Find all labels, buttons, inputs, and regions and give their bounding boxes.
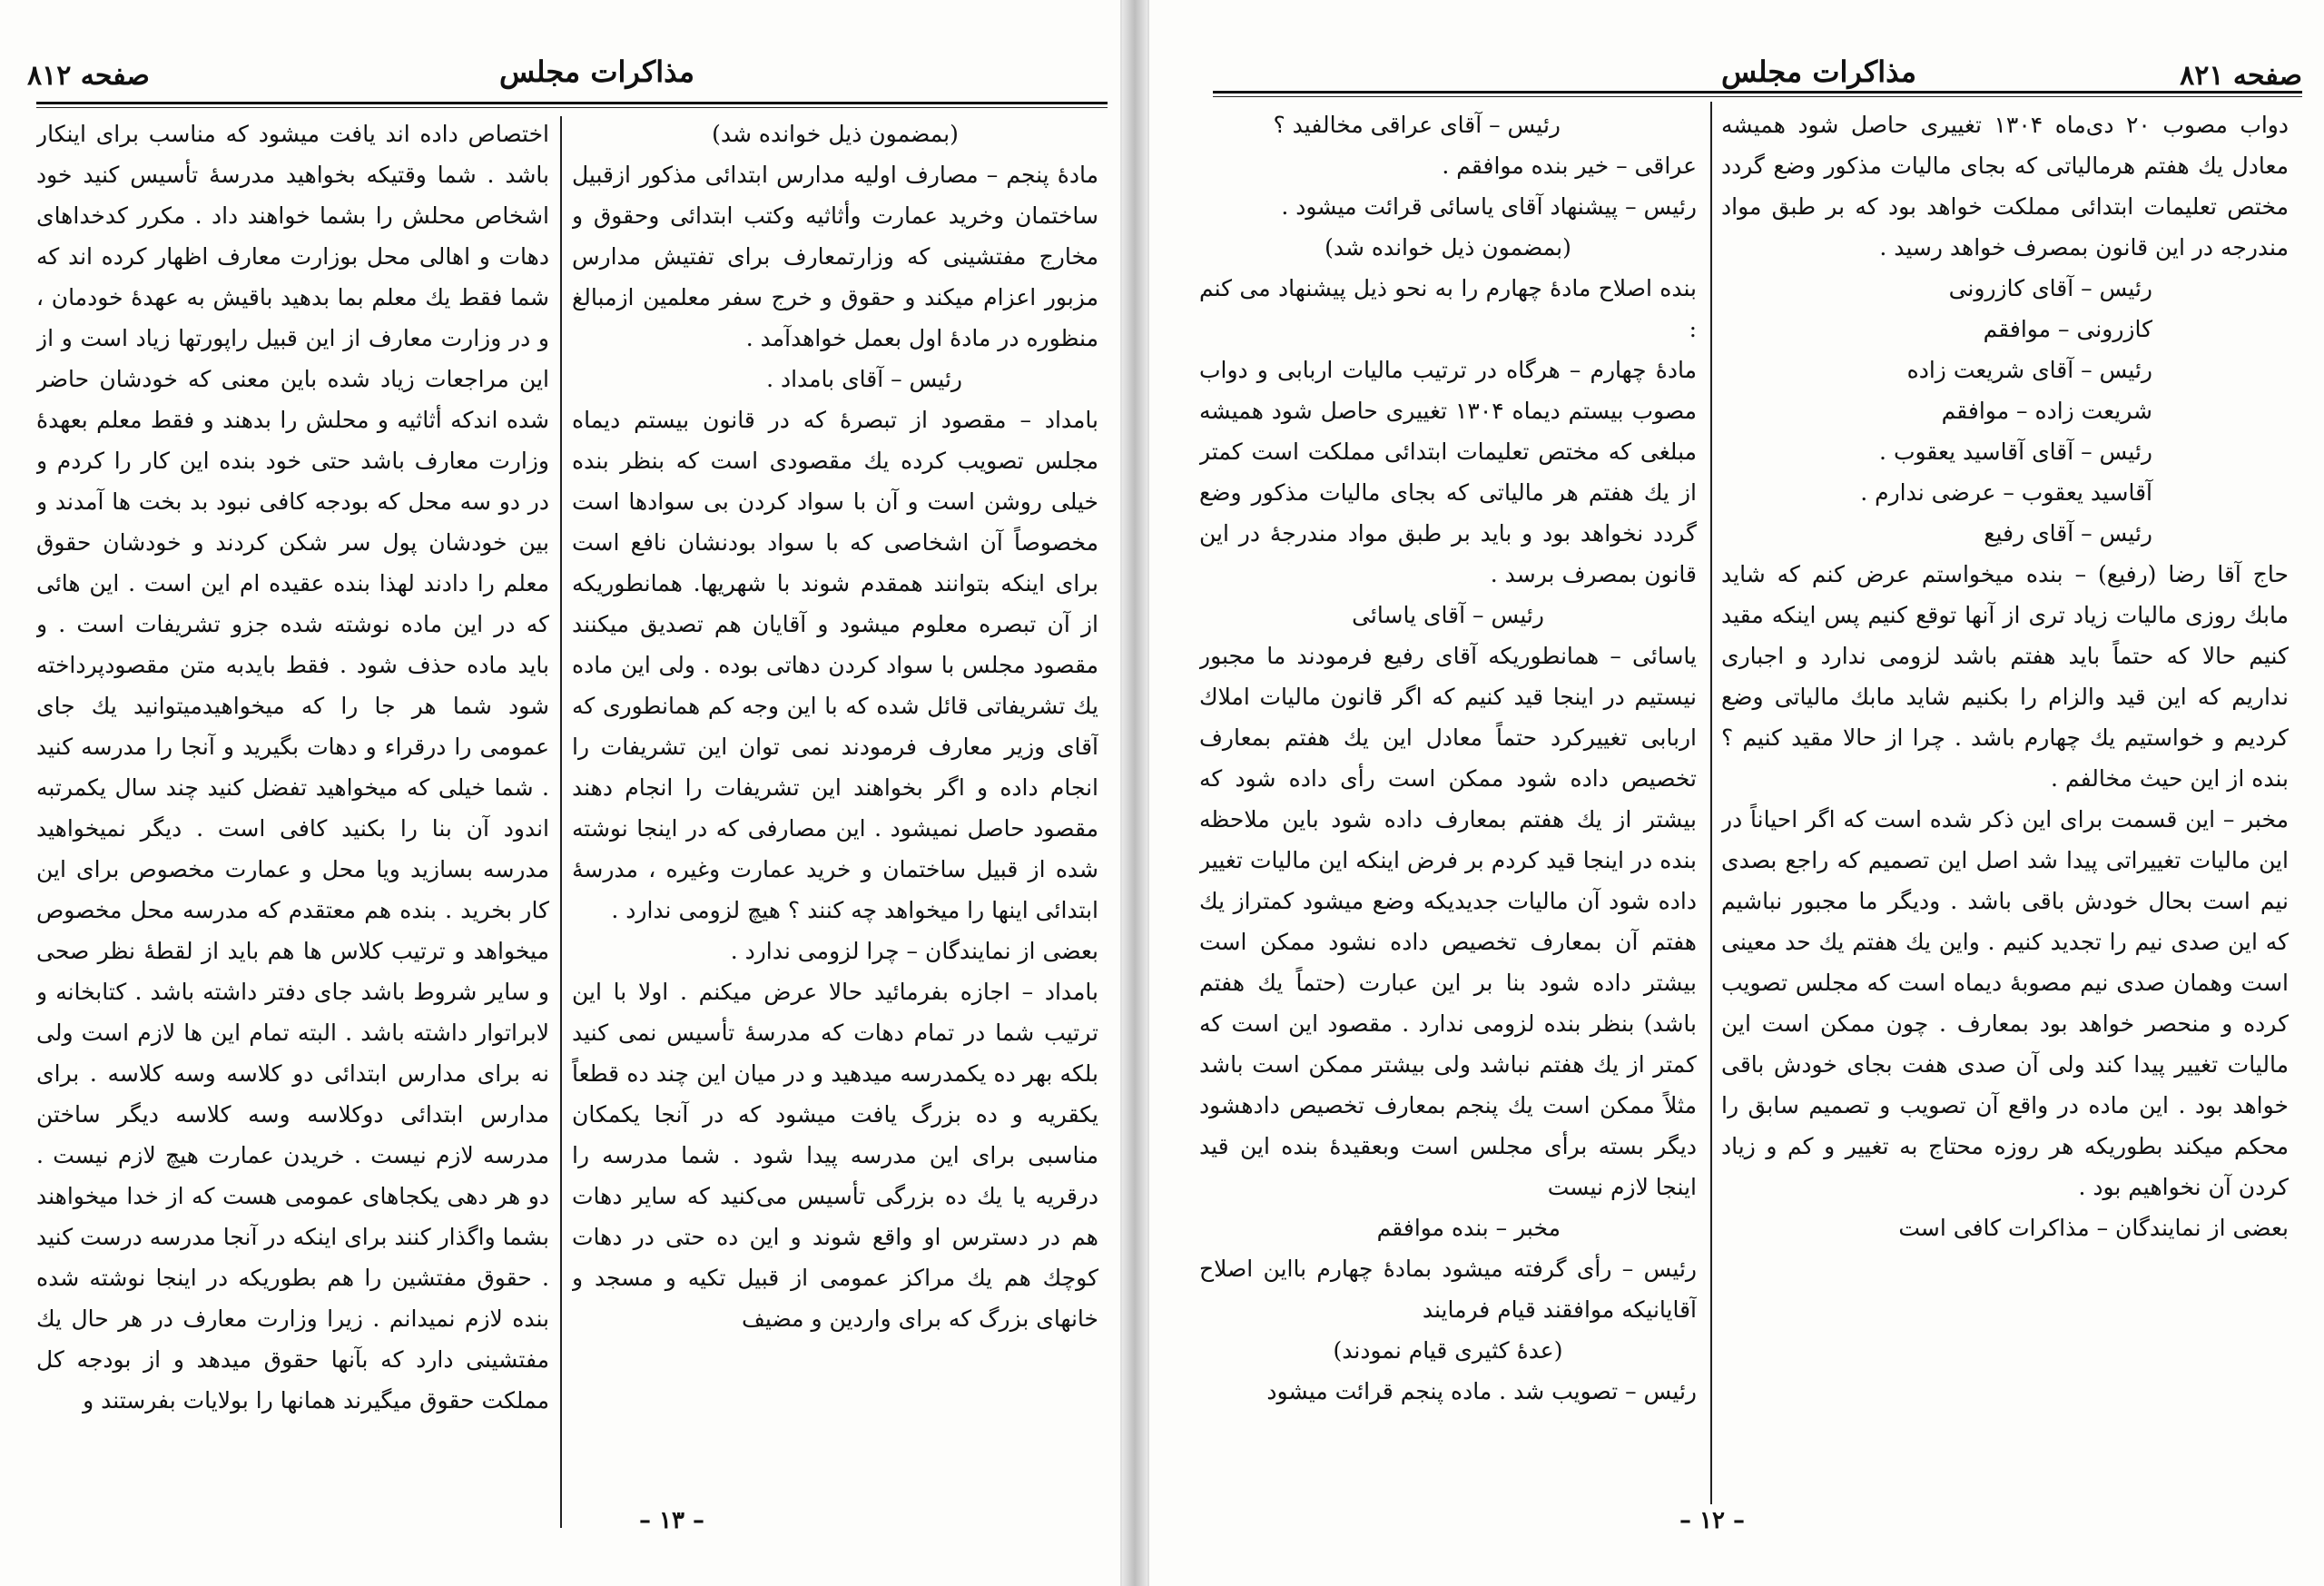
left-page-header	[27, 54, 1108, 98]
right-page-title: مذاکرات مجلس	[1721, 54, 1917, 89]
left-column-divider	[560, 116, 562, 1528]
speaker-line: رئیس – آقای بامداد .	[766, 366, 962, 392]
speaker-line: رئیس – آقای آقاسید یعقوب .	[1879, 438, 2152, 465]
speaker-line: شریعت زاده – موافقم	[1941, 398, 2152, 424]
paragraph: (بمضمون ذیل خوانده شد)	[712, 121, 959, 147]
paragraph: مادهٔ پنجم – مصارف اولیه مدارس ابتدائی مذکور ازقبیل ساختمان وخرید عمارت وأثاثیه وکتب ابتدائی وحقوق و مخارج مفتشینی که وزارتمعارف برای تفتیش مدارس مزبور اعزام میکند و حقوق و خرج سفر معلمین ازمبالغ منظوره در مادهٔ اول بعمل خواهدآمد .	[572, 162, 1098, 351]
right-page-number: صفحه ۸۲۱	[2180, 60, 2302, 92]
speaker-line: رئیس – آقای کازرونی	[1948, 275, 2152, 301]
paragraph: دواب مصوب ۲۰ دی‌ماه ۱۳۰۴ تغییری حاصل شود همیشه معادل یك هفتم هرمالیاتی که بجای مالیات مذکور وضع گردد مختص تعلیمات ابتدائی مملکت خواهد بود که بر طبق مواد مندرجه در این قانون بمصرف خواهد رسید .	[1721, 112, 2289, 261]
speaker-line: رئیس – آقای عراقی مخالفید ؟	[1273, 112, 1561, 138]
left-page	[0, 0, 1122, 1586]
paragraph: اختصاص داده اند یافت میشود که مناسب برای اینکار باشد . شما وقتیکه بخواهید مدرسهٔ تأسیس کنید خود اشخاص محلش را بشما خواهند داد . مکرر کدخداهای دهات و اهالی محل بوزارت معارف اظهار کرده اند که شما فقط یك معلم بما بدهید باقیش به عهدهٔ خودمان ، و در وزارت معارف از این قبیل راپورتها زیاد است و از این مراجعات زیاد شده باین معنی که خودشان حاضر شده اندکه أثاثیه و محلش را بدهند و فقط معلم بعهدهٔ وزارت معارف باشد حتی خود بنده این کار را کردم و در دو سه محل که بودجه کافی نبود بد بخت ها آمدند و بین خودشان پول سر شکن کردند و خودشان حقوق معلم را دادند لهذا بنده عقیده ام این است . این هائی که در این ماده نوشته شده جزو تشریفات است . و باید ماده حذف شود . فقط بایدبه متن مقصودپرداخته شود شما هر جا را که میخواهیدمیتوانید یك جای عمومی را درقراء و دهات بگیرید و آنجا را مدرسه کنید . شما خیلی که میخواهید تفضل کنید چند سال یکمرتبه اندود آن بنا را بکنید کافی است . دیگر نمیخواهید مدرسه بسازید ویا محل و عمارت مخصوص برای این کار بخرید . بنده هم معتقدم که مدرسه محل مخصوص میخواهد و ترتیب کلاس ها هم باید از لقطهٔ نظر صحی و سایر شروط باشد جای دفتر داشته باشد . کتابخانه و لابراتوار داشته باشد . البته تمام این ها لازم است ولی نه برای مدارس ابتدائی دو کلاسه وسه کلاسه . برای مدارس ابتدائی دوکلاسه وسه کلاسه دیگر ساختن مدرسه لازم نیست . خریدن عمارت هیچ لازم نیست . دو هر دهی یکجاهای عمومی هست که از خدا میخواهند بشما واگذار کنند برای اینکه در آنجا مدرسه درست کنید . حقوق مفتشین را هم بطوریکه در اینجا نوشته شده بنده لازم نمیدانم . زیرا وزارت معارف در هر حال یك مفتشینی دارد که بآنها حقوق میدهد و از بودجه کل مملکت حقوق میگیرند همانها را بولایات بفرستند و	[36, 121, 549, 1414]
paragraph: بعضی از نمایندگان – چرا لزومی ندارد .	[730, 938, 1098, 964]
left-page-title: مذاکرات مجلس	[499, 54, 695, 89]
paragraph: بامداد – اجازه بفرمائید حالا عرض میکنم . اولا با این ترتیب شما در تمام دهات که مدرسهٔ تأسیس نمی کنید بلکه بهر ده یکمدرسه میدهید و در میان این چند ده قطعاً یکقریه و ده بزرگ یافت میشود که در آنجا یکمکان مناسبی برای این مدرسه پیدا شود . شما مدرسه را درقریه یا یك ده بزرگی تأسیس می‌کنید که سایر دهات هم در دسترس او واقع شوند و این ده حتی در دهات کوچك هم یك مراکز عمومی از قبیل تکیه و مسجد و خانهای بزرگ که برای واردین و مضیف	[572, 979, 1098, 1332]
paragraph: بعضی از نمایندگان – مذاکرات کافی است	[1898, 1215, 2289, 1241]
paragraph: (بمضمون ذیل خوانده شد)	[1324, 234, 1571, 261]
left-page-left-column	[36, 113, 549, 1530]
book-gutter	[1122, 0, 1147, 1586]
speaker-line: رئیس – آقای شریعت زاده	[1906, 357, 2152, 383]
right-page-right-column	[1721, 104, 2289, 1502]
paragraph: حاج آقا رضا (رفیع) – بنده میخواستم عرض کنم که شاید مابك روزی مالیات زیاد تری از آنها توقع کنیم پس اینکه مقید کنیم حالا که حتماً باید هفتم باشد لزومی ندارد و اجباری نداریم که این قید والزام را بکنیم شاید مابك مالیاتی وضع کردیم و خواستیم یك چهارم باشد . چرا از حالا مقید کنیم ؟ بنده از این حیث مخالفم .	[1721, 561, 2289, 792]
left-header-rule-thin	[36, 107, 1108, 108]
paragraph: رئیس – پیشنهاد آقای یاسائی قرائت میشود .	[1281, 193, 1697, 220]
paragraph: بنده اصلاح مادهٔ چهارم را به نحو ذیل پیشنهاد می کنم :	[1199, 275, 1697, 342]
right-page-footer-number: – ۱۲ –	[1679, 1507, 1746, 1534]
right-page-left-column	[1199, 104, 1697, 1502]
left-page-right-column	[572, 113, 1098, 1530]
right-column-divider	[1710, 102, 1712, 1504]
paragraph: عراقی – خیر بنده موافقم .	[1442, 153, 1697, 179]
speaker-line: کازرونی – موافقم	[1983, 316, 2152, 342]
left-page-number: صفحه ۸۱۲	[27, 60, 150, 92]
speaker-line: رئیس – آقای یاسائی	[1352, 602, 1544, 628]
right-page	[1147, 0, 2324, 1586]
paragraph: (عدهٔ کثیری قیام نمودند)	[1333, 1337, 1563, 1364]
paragraph: مخبر – این قسمت برای این ذکر شده است که اگر احیاناً در این مالیات تغییراتی پیدا شد اصل این تصمیم که راجع بصدی نیم است بحال خودش باقی باشد . ودیگر ما مجبور نباشیم که این صدی نیم را تجدید کنیم . واین یك هفتم یك حد معینی است وهمان صدی نیم مصوبهٔ دیماه است که مجلس تصویب کرده و منحصر خواهد بود بمعارف . چون ممکن است این مالیات تغییر پیدا کند ولی آن صدی هفت بجای خودش باقی خواهد بود . این ماده در واقع آن تصویب و تصمیم سابق را محکم میکند بطوریکه هر روزه محتاج به تغییر و کم و زیاد کردن آن نخواهیم بود .	[1721, 806, 2289, 1200]
paragraph: رئیس – رأی گرفته میشود بمادهٔ چهارم بااین اصلاح آقایانیکه موافقند قیام فرمایند	[1199, 1256, 1697, 1323]
paragraph: رئیس – تصویب شد . ماده پنجم قرائت میشود	[1266, 1378, 1697, 1404]
speaker-line: آقاسید یعقوب – عرضی ندارم .	[1860, 479, 2152, 506]
right-header-rule-thin	[1213, 96, 2302, 97]
speaker-line: مخبر – بنده موافقم	[1376, 1215, 1561, 1241]
paragraph: بامداد – مقصود از تبصرهٔ که در قانون بیستم دیماه مجلس تصویب کرده یك مقصودی است که بنظر بنده خیلی روشن است و آن با سواد کردن بی سوادها است مخصوصاً آن اشخاصی که با سواد بودنشان نافع است برای اینکه بتوانند همقدم شوند با شهریها. همانطوریکه از آن تبصره معلوم میشود و آقایان هم تصدیق میکنند مقصود مجلس با سواد کردن دهاتی بوده . ولی این ماده یك تشریفاتی قائل شده که با این وجه کم همانطوری که آقای وزیر معارف فرمودند نمی توان این تشریفات را انجام داده و اگر بخواهند این تشریفات را انجام دهند مقصود حاصل نمیشود . این مصارفی که در اینجا نوشته شده از قبیل ساختمان و خرید عمارت وغیره ، مدرسهٔ ابتدائی اینها را میخواهد چه کنند ؟ هیچ لزومی ندارد .	[572, 407, 1098, 923]
paragraph: یاسائی – همانطوریکه آقای رفیع فرمودند ما مجبور نیستیم در اینجا قید کنیم که اگر قانون مالیات املاك اربابی تغییرکرد حتماً معادل این یك هفتم بمعارف تخصیص داده شود ممکن است رأی داده شود که بیشتر از یك هفتم بمعارف داده شود باین ملاحظه بنده در اینجا قید کردم بر فرض اینکه این مالیات تغییر داده شود آن مالیات جدیدیکه وضع میشود کمتراز یك هفتم آن بمعارف تخصیص داده نشود ممکن است بیشتر داده شود بنا بر این عبارت (حتماً یك هفتم باشد) بنظر بنده لزومی ندارد . مقصود این است که کمتر از یك هفتم نباشد ولی بیشتر ممکن است باشد مثلاً ممکن است یك پنجم بمعارف تخصیص دادهشود دیگر بسته برأی مجلس است وبعقیدهٔ بنده این قید اینجا لازم نیست	[1199, 643, 1697, 1200]
left-page-footer-number: – ۱۳ –	[638, 1507, 705, 1534]
speaker-line: رئیس – آقای رفیع	[1984, 520, 2152, 547]
paragraph: مادهٔ چهارم – هرگاه در ترتیب مالیات اربابی و دواب مصوب بیستم دیماه ۱۳۰۴ تغییری حاصل شود همیشه مبلغی که مختص تعلیمات ابتدائی مملکت است کمتر از یك هفتم هر مالیاتی که بجای مالیات مذکور وضع گردد نخواهد بود و باید بر طبق مواد مندرجهٔ در این قانون بمصرف برسد .	[1199, 357, 1697, 587]
right-header-rule	[1213, 91, 2302, 94]
left-header-rule	[36, 102, 1108, 104]
